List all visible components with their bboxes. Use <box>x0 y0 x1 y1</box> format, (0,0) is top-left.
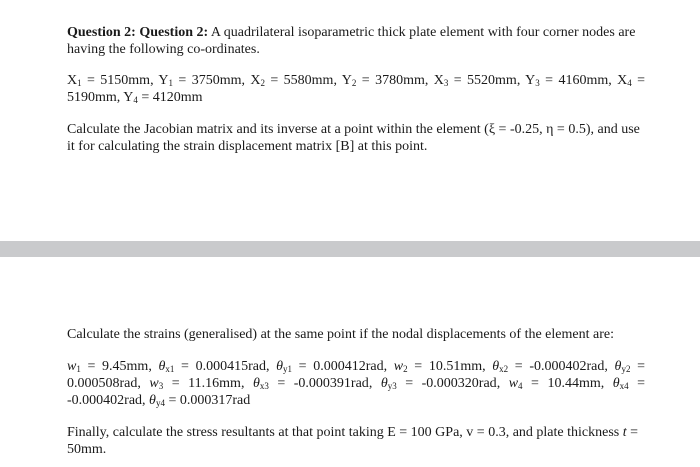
coord-x2: $X_2 = 5580mm$ <box>250 73 334 88</box>
question-paragraph <box>67 24 645 58</box>
question-heading: Question 2: Question 2: <box>67 25 209 40</box>
coord-x4: $X_4 = 5190mm$ <box>67 73 646 105</box>
coordinates-paragraph: $X_1 = 5150mm$, $Y_1 = 3750mm$, $X_2 = 5580mm$, $Y_2 = 3780mm$, $X_3 = 5520mm$, $Y_3 = 4160mm$, $X_4 = 5190mm$, $Y_4 = 4120mm$ <box>67 73 646 105</box>
disp-theta-x2: $\theta_{x2} = -0.000402rad$ <box>492 359 605 374</box>
question-intro: A quadrilateral isoparametric thick plate element with four corner nodes are having the following co-ordinates. <box>67 25 636 57</box>
disp-w1: $w_1 = 9.45mm$ <box>67 359 149 374</box>
coord-y4: $Y_4 = 4120mm$ <box>123 90 203 105</box>
coord-y1: $Y_1 = 3750mm$ <box>158 73 242 88</box>
disp-theta-x3: $\theta_{x3} = -0.000391rad$ <box>252 376 369 391</box>
coord-x3: $X_3 = 5520mm$ <box>433 73 517 88</box>
section-divider <box>0 241 700 257</box>
disp-theta-y2: $\theta_{y2} = 0.000508rad$ <box>67 359 645 391</box>
disp-w2: $w_2 = 10.51mm$ <box>393 359 483 374</box>
disp-theta-y4: $\theta_{y4} = 0.000317rad$ <box>149 393 251 408</box>
disp-theta-y3: $\theta_{y3} = -0.000320rad$ <box>380 376 497 391</box>
displacements-paragraph: $w_1 = 9.45mm$, $\theta_{x1} = 0.000415rad$, $\theta_{y1} = 0.000412rad$, $w_2 = 10.51mm$, $\theta_{x2} = -0.000402rad$, $\theta_{y2} = 0.000508rad$, $w_3 = 11.16mm$, $\theta_{x3} = -0.000391rad$, $\theta_{y3} = -0.000320rad$, $w_4 = 10.44mm$, $\theta_{x4} = -0.000402rad$, $\theta_{y4} = 0.000317rad$ <box>67 359 646 408</box>
coord-x1: $X_1 = 5150mm$ <box>67 73 151 88</box>
disp-theta-y1: $\theta_{y1} = 0.000412rad$ <box>276 359 384 374</box>
stress-resultants-paragraph: Finally, calculate the stress resultants at that point taking E = 100 GPa, v = 0.3, and plate thickness t = 50mm. <box>67 425 639 457</box>
thickness-symbol: t <box>622 425 627 440</box>
disp-theta-x4: $\theta_{x4} = -0.000402rad$ <box>67 376 646 408</box>
disp-w4: $w_4 = 10.44mm$ <box>508 376 601 391</box>
evaluation-point: ξ = -0.25, η = 0.5 <box>488 122 586 137</box>
coord-y2: $Y_2 = 3780mm$ <box>341 73 425 88</box>
disp-w3: $w_3 = 11.16mm$ <box>149 376 241 391</box>
coord-y3: $Y_3 = 4160mm$ <box>525 73 609 88</box>
strains-paragraph: Calculate the strains (generalised) at the same point if the nodal displacements of the element are: <box>67 327 614 342</box>
disp-theta-x1: $\theta_{x1} = 0.000415rad$ <box>158 359 266 374</box>
jacobian-paragraph: Calculate the Jacobian matrix and its inverse at a point within the element (ξ = -0.25, η = 0.5), and use it for calculating the strain displacement matrix [B] at this point. <box>67 122 640 154</box>
